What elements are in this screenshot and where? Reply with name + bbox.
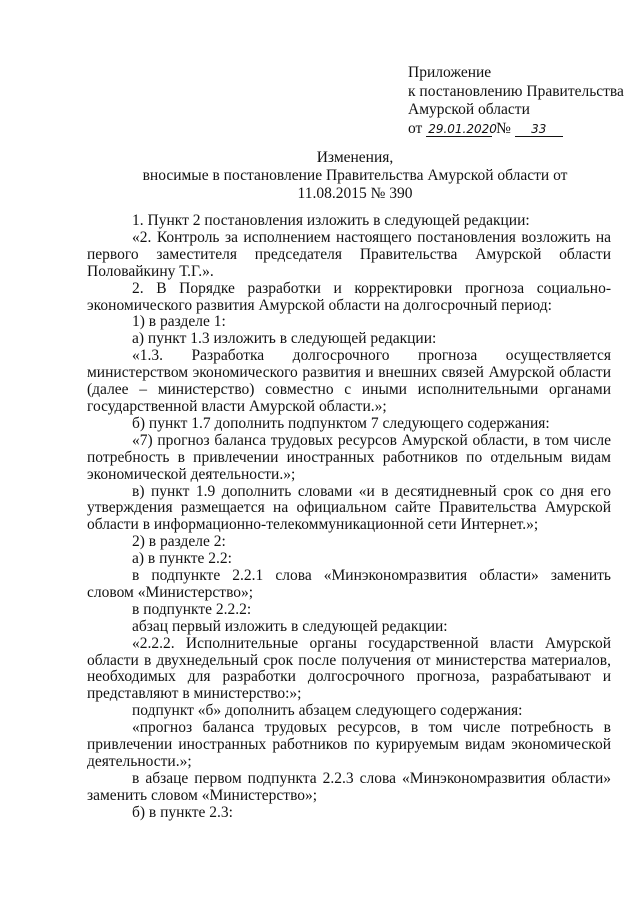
document-title (100, 149, 610, 203)
handwritten-number: 33 (515, 123, 563, 137)
paragraph: б) пункт 1.7 дополнить подпунктом 7 следующего содержания: (132, 414, 550, 432)
handwritten-date: 29.01.2020 (428, 121, 497, 136)
paragraph: абзац первый изложить в следующей редакции: (132, 617, 448, 635)
from-prefix: от (408, 119, 423, 137)
document-body (87, 213, 611, 822)
appendix-header (408, 64, 624, 138)
paragraph: 2. В Порядке разработки и корректировки прогноза социально-экономического развития Амурской области на долгосрочный период: (87, 279, 611, 314)
paragraph: 2) в разделе 2: (132, 533, 226, 551)
paragraph: а) пункт 1.3 изложить в следующей редакции: (132, 330, 437, 348)
title-line-3: 11.08.2015 № 390 (297, 185, 413, 202)
paragraph: «1.3. Разработка долгосрочного прогноза осуществляется министерством экономического развития и внешних связей Амурской области (далее – министерство) совместно с иными исполнительными органами государственной власти Амурской области.»; (87, 347, 611, 415)
appendix-label: Приложение (408, 64, 492, 81)
paragraph: в подпункте 2.2.2: (132, 600, 252, 618)
paragraph: «2. Контроль за исполнением настоящего постановления возложить на первого заместителя председателя Правительства Амурской области Половайкину Т.Г.». (87, 228, 611, 280)
paragraph: «прогноз баланса трудовых ресурсов, в том числе потребность в привлечении иностранных работников по курируемым видам экономической деятельности.»; (87, 719, 611, 770)
paragraph: «2.2.2. Исполнительные органы государственной власти Амурской области в двухнедельный срок после получения от министерства материалов, необходимых для разработки долгосрочного прогноза, разрабатывают и представляют в министерство:»; (87, 634, 611, 703)
paragraph: в подпункте 2.2.1 слова «Минэкономразвития области» заменить словом «Министерство»; (87, 567, 611, 601)
paragraph: б) в пункте 2.3: (132, 803, 233, 821)
paragraph: а) в пункте 2.2: (132, 550, 232, 568)
paragraph: «7) прогноз баланса трудовых ресурсов Амурской области, в том числе потребность в привлечении иностранных работников по отдельным видам экономической деятельности.»; (87, 431, 611, 483)
paragraph: 1) в разделе 1: (132, 313, 226, 331)
paragraph: 1. Пункт 2 постановления изложить в следующей редакции: (132, 212, 530, 229)
title-line-1: Изменения, (316, 149, 394, 166)
number-sign: № (496, 119, 511, 137)
appendix-resolution-line: к постановлению Правительства (408, 82, 624, 100)
paragraph: в абзаце первом подпункта 2.2.3 слова «Минэкономразвития области» заменить словом «Министерство»; (87, 769, 611, 804)
paragraph: подпункт «б» дополнить абзацем следующего содержания: (132, 702, 523, 720)
title-line-2: вносимые в постановление Правительства Амурской области от (142, 167, 568, 184)
appendix-region-line: Амурской области (408, 101, 530, 118)
paragraph: в) пункт 1.9 дополнить словами «и в десятидневный срок со дня его утверждения размещается на официальном сайте Правительства Амурской области в информационно-телекоммуникационной сети Интернет.»; (87, 482, 611, 534)
appendix-date-line (408, 120, 624, 139)
